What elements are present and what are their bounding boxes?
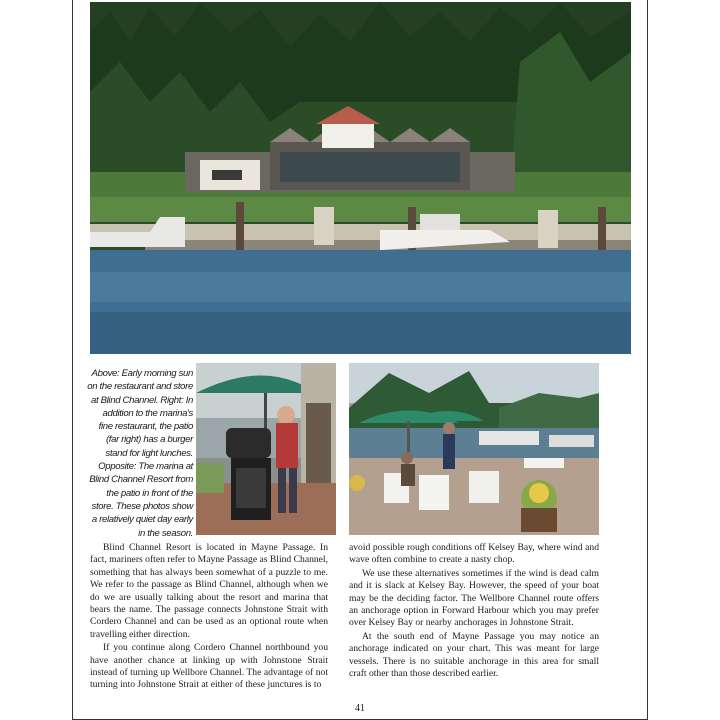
paragraph: avoid possible rough conditions off Kelsey Bay, where wind and wave often combine to create a nasty chop. xyxy=(349,542,599,566)
left-text-column xyxy=(90,542,328,693)
photo-caption: Above: Early morning sun on the restaurant and store at Blind Channel. Right: In addition to the marina's fine restaurant, the patio (far right) has a burger stand for light lunches. Opposite: The marina at Blind Channel Resort from the patio in front of the store. These photos show a relatively quiet day early in the season. xyxy=(87,368,193,539)
patio-marina-photo xyxy=(349,363,599,535)
resort-restaurant-photo xyxy=(90,2,631,354)
burger-stand-photo xyxy=(196,363,336,535)
right-text-column xyxy=(349,542,599,681)
paragraph: At the south end of Mayne Passage you may notice an anchorage indicated on your chart. This was meant for large vessels. There is no suitable anchorage in this area for small craft other than those described earlier. xyxy=(349,630,599,680)
page-number: 41 xyxy=(355,703,365,714)
paragraph: If you continue along Cordero Channel northbound you have another chance at linking up with Johnstone Strait instead of turning up Wellbore Channel. The advantage of not turning into Johnstone Strait at either of these junctures is to xyxy=(90,642,328,691)
paragraph: We use these alternatives sometimes if the wind is dead calm and it is slack at Kelsey Bay. However, the speed of your boat may be the deciding factor. The Wellbore Channel route offers an anchorage option in Forward Harbour which you may prefer over Kelsey Bay or nearby anchorages in Johnstone Strait. xyxy=(349,567,599,629)
book-page xyxy=(72,0,648,720)
paragraph: Blind Channel Resort is located in Mayne Passage. In fact, mariners often refer to Mayne Passage as Blind Channel, something that has always been somewhat of a puzzle to me. We refer to the passage as Blind Channel, although when we do we are usually talking about the resort and marina that bears the name. The passage connects Johnstone Strait with Cordero Channel and can be used as an optional route when travelling either direction. xyxy=(90,542,328,640)
